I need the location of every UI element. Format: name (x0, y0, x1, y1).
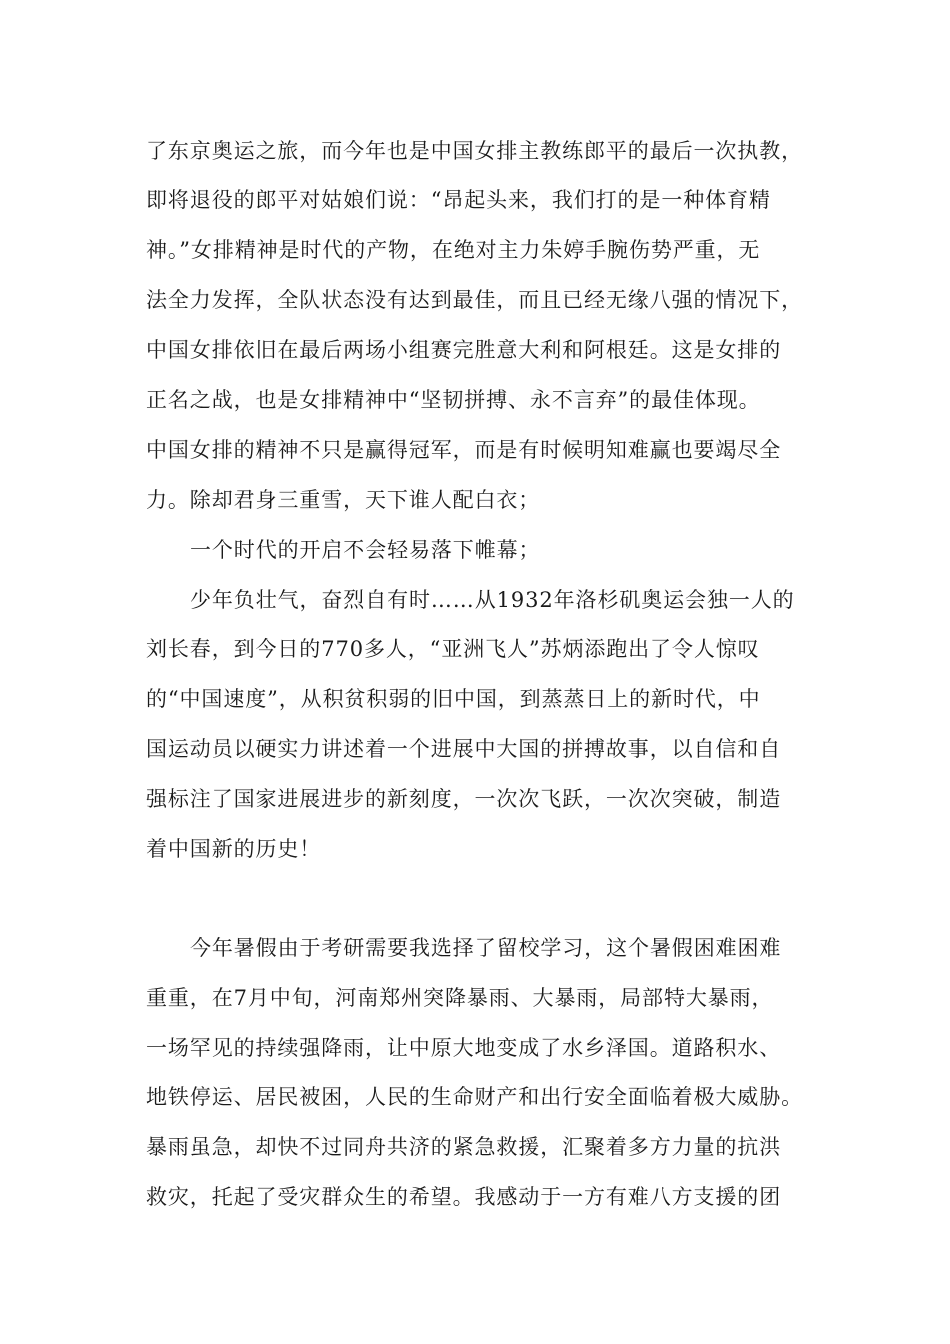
text-line: 正名之战，也是女排精神中“坚韧拼搏、永不言弃”的最佳体现。 (146, 388, 761, 412)
text-line: 救灾，托起了受灾群众生的希望。我感动于一方有难八方支援的团 (146, 1185, 782, 1209)
text-line: 强标注了国家进展进步的新刻度，一次次飞跃，一次次突破，制造 (146, 787, 782, 811)
text-line: 暴雨虽急，却快不过同舟共济的紧急救援，汇聚着多方力量的抗洪 (146, 1135, 782, 1159)
text-line: 一场罕见的持续强降雨，让中原大地变成了水乡泽国。道路积水、 (146, 1036, 782, 1060)
text-line: 中国女排的精神不只是赢得冠军，而是有时候明知难赢也要竭尽全 (146, 438, 782, 462)
text-line: 一个时代的开启不会轻易落下帷幕； (190, 538, 541, 562)
text-line: 中国女排依旧在最后两场小组赛完胜意大利和阿根廷。这是女排的 (146, 338, 782, 362)
text-line: 力。除却君身三重雪，天下谁人配白衣； (146, 488, 541, 512)
text-line: 即将退役的郎平对姑娘们说：“昂起头来，我们打的是一种体育精 (146, 188, 771, 212)
text-line: 国运动员以硬实力讲述着一个进展中大国的拼搏故事，以自信和自 (146, 737, 782, 761)
text-line: 地铁停运、居民被困，人民的生命财产和出行安全面临着极大威胁。 (146, 1085, 803, 1109)
text-line: 着中国新的历史！ (146, 837, 322, 861)
text-line: 神。”女排精神是时代的产物，在绝对主力朱婷手腕伤势严重，无 (146, 238, 761, 262)
text-line: 刘长春，到今日的770多人，“亚洲飞人”苏炳添跑出了令人惊叹 (146, 637, 760, 661)
text-line: 了东京奥运之旅，而今年也是中国女排主教练郎平的最后一次执教， (146, 139, 803, 163)
text-line: 的“中国速度”，从积贫积弱的旧中国，到蒸蒸日上的新时代，中 (146, 687, 761, 711)
text-line: 法全力发挥，全队状态没有达到最佳，而且已经无缘八强的情况下， (146, 288, 803, 312)
text-line: 今年暑假由于考研需要我选择了留校学习，这个暑假困难困难 (190, 936, 782, 960)
text-line: 重重，在7月中旬，河南郑州突降暴雨、大暴雨，局部特大暴雨， (146, 986, 774, 1010)
text-line: 少年负壮气，奋烈自有时……从1932年洛杉矶奥运会独一人的 (190, 588, 795, 612)
